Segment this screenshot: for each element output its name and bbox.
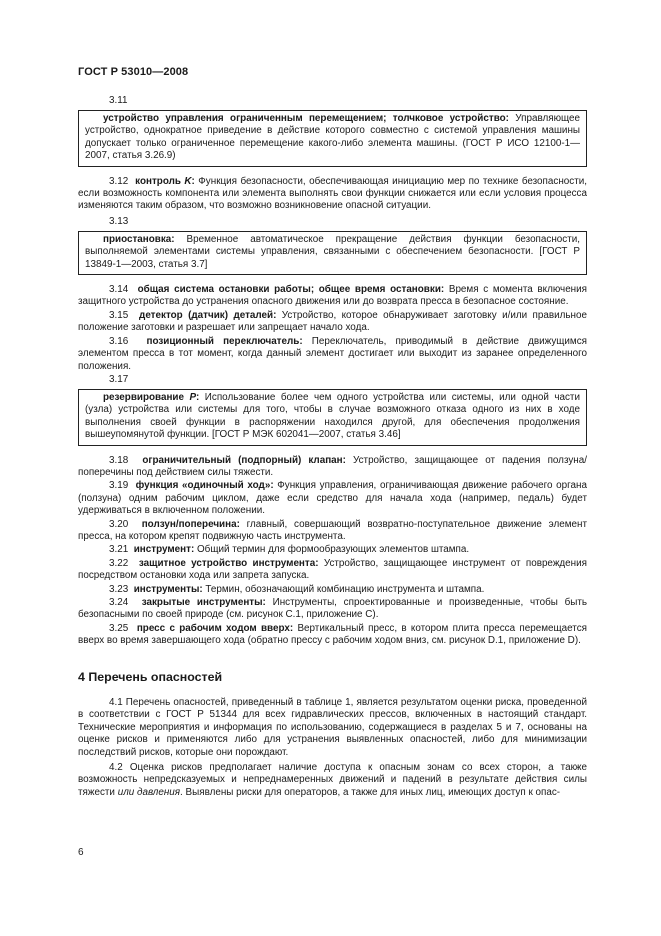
term-3-19: [78, 480, 587, 517]
paragraph-4-2: [78, 762, 587, 799]
term-number: 3.25: [109, 622, 129, 634]
term-3-20: [78, 519, 587, 544]
term-definition: Инструменты, спроектированные и произведенные, чтобы быть безопасными по своей природе (см. рисунок С.1, приложение С).: [78, 597, 587, 621]
term-number: 3.22: [109, 557, 129, 569]
term-box-3-17: [78, 389, 587, 446]
term-3-12: [78, 176, 587, 213]
term-title: закрытые инструменты:: [141, 597, 266, 608]
paragraph-text: 4.2 Оценка рисков предполагает наличие доступа к опасным зонам со всех сторон, а также возможность непредсказуемых и непреднамеренных движений и падений в результате действия силы тяжести: [78, 762, 587, 798]
term-title: ограничительный (подпорный) клапан:: [142, 454, 346, 466]
term-colon: :: [191, 175, 195, 187]
section-heading: 4 Перечень опасностей: [78, 669, 223, 684]
term-number: 3.20: [109, 518, 129, 530]
term-number: 3.12: [109, 175, 129, 187]
term-definition: главный, совершающий возвратно-поступательное движение элемент пресса, на котором крепят подвижную часть инструмента.: [78, 518, 587, 542]
term-definition: Функция управления, ограничивающая движение рабочего органа (ползуна) одним рабочим циклом, даже если средство для начала хода (например, педаль) будет удерживаться в включенном положении.: [78, 480, 587, 517]
term-number-3-17: 3.17: [109, 373, 129, 385]
term-title: инструменты:: [133, 583, 203, 595]
term-3-15: [78, 310, 587, 335]
term-title: контроль: [135, 175, 185, 187]
term-number: 3.16: [109, 335, 129, 347]
term-3-16: [78, 336, 587, 373]
term-number-3-13: 3.13: [109, 215, 129, 227]
paragraph-4-1: 4.1 Перечень опасностей, приведенный в таблице 1, является результатом оценки риска, проведенной в соответствии с ГОСТ Р 51344 для всех гидравлических прессов, включенных в настоящий стандарт. Технические мероприятия и информация по использованию, содержащиеся в разделах 5 и 7, основаны на оценке рисков и применяются либо для устранения выявленных опасностей, либо для минимизации последствий рисков, которые они порождают.: [78, 697, 587, 758]
term-title: пресс с рабочим ходом вверх:: [136, 622, 294, 634]
term-number-3-11: 3.11: [109, 95, 128, 106]
term-colon: :: [196, 391, 200, 403]
term-definition: Использование более чем одного устройства или системы, или одной части (узла) устройства или системы для того, чтобы в случае возможного отказа одного из них в ходе выполнения своей функции в распоряжении находился другой, для обеспечения продолжения вышеупомянутой функции. [ГОСТ Р МЭК 602041—2007, статья 3.46]: [85, 391, 580, 441]
term-title: инструмент:: [133, 544, 195, 556]
term-3-24: [78, 597, 587, 622]
term-title: приостановка:: [103, 233, 175, 245]
term-definition: Время с момента включения защитного устройства до устранения опасного движения или до возврата пресса в безопасное состояние.: [78, 284, 588, 308]
term-title: резервирование: [103, 391, 190, 403]
term-number: 3.18: [109, 454, 129, 466]
term-definition: Переключатель, приводимый в действие движущимся элементом пресса в тот момент, когда данный элемент достигает или выходит из заранее определенного положения.: [78, 335, 587, 372]
term-definition: Временное автоматическое прекращение действия функции безопасности, выполняемой элементами системы управления, связанными с обеспечением безопасности. [ГОСТ Р 13849-1—2003, статья 3.7]: [85, 233, 580, 270]
term-definition: Термин, обозначающий комбинацию инструмента и штампа.: [202, 583, 485, 595]
term-definition: Общий термин для формообразующих элементов штампа.: [194, 544, 470, 556]
term-number: 3.23: [109, 583, 129, 595]
document-header: ГОСТ Р 53010—2008: [78, 66, 189, 78]
term-symbol: P: [189, 391, 197, 403]
term-definition: Устройство, которое обнаруживает заготовку и/или правильное положение заготовки и разрешает или запрещает начало хода.: [78, 309, 587, 334]
term-definition: Вертикальный пресс, в котором плита пресса перемещается вверх во время завершающего хода (обратно прессу с рабочим ходом вниз, см. рисунок D.1, приложение D).: [78, 622, 587, 647]
term-box-3-13: [78, 231, 587, 275]
term-definition: Устройство, защищающее инструмент от повреждения посредством остановки хода или запрета запуска.: [78, 557, 587, 582]
term-symbol: K: [184, 175, 192, 187]
term-number: 3.24: [109, 597, 129, 608]
term-box-3-11: [78, 110, 587, 167]
document-body: [78, 95, 587, 802]
term-number: 3.15: [109, 309, 129, 321]
term-title: детектор (датчик) деталей:: [139, 309, 277, 321]
paragraph-text-end: . Выявлены риски для операторов, а также для иных лиц, имеющих доступ к опас-: [180, 786, 561, 798]
term-number: 3.21: [109, 544, 129, 556]
term-title: функция «одиночный ход»:: [135, 480, 274, 492]
term-3-18: [78, 455, 587, 480]
term-3-22: [78, 558, 587, 583]
term-number: 3.14: [109, 284, 129, 296]
paragraph-italic-text: или давления: [117, 786, 181, 798]
term-number: 3.19: [109, 480, 129, 492]
term-3-23: [78, 584, 587, 596]
term-3-14: [78, 284, 587, 309]
term-title: защитное устройство инструмента:: [138, 557, 319, 569]
term-title: устройство управления ограниченным перемещением; толчковое устройство:: [103, 113, 509, 124]
term-title: ползун/поперечина:: [141, 518, 240, 530]
term-definition: Функция безопасности, обеспечивающая инициацию мер по технике безопасности, если возможность компонента или элемента выполнять свои функции снижается или если условия процесса изменяются таким образом, что возможно возникновение опасной ситуации.: [78, 175, 587, 212]
term-title: позиционный переключатель:: [146, 335, 303, 347]
term-title: общая система остановки работы; общее время остановки:: [137, 284, 445, 296]
term-definition: Управляющее устройство, однократное приведение в действие которого совместно с системой управления машины допускает только ограниченное перемещение какого-либо элемента машины. (ГОСТ Р ИСО 12100-1—2007, статья 3.26.9): [85, 113, 580, 162]
term-definition: Устройство, защищающее от падения ползуна/поперечины под действием силы тяжести.: [78, 454, 587, 478]
term-3-21: [78, 544, 587, 556]
term-3-25: [78, 623, 587, 648]
page-number: 6: [78, 847, 84, 858]
